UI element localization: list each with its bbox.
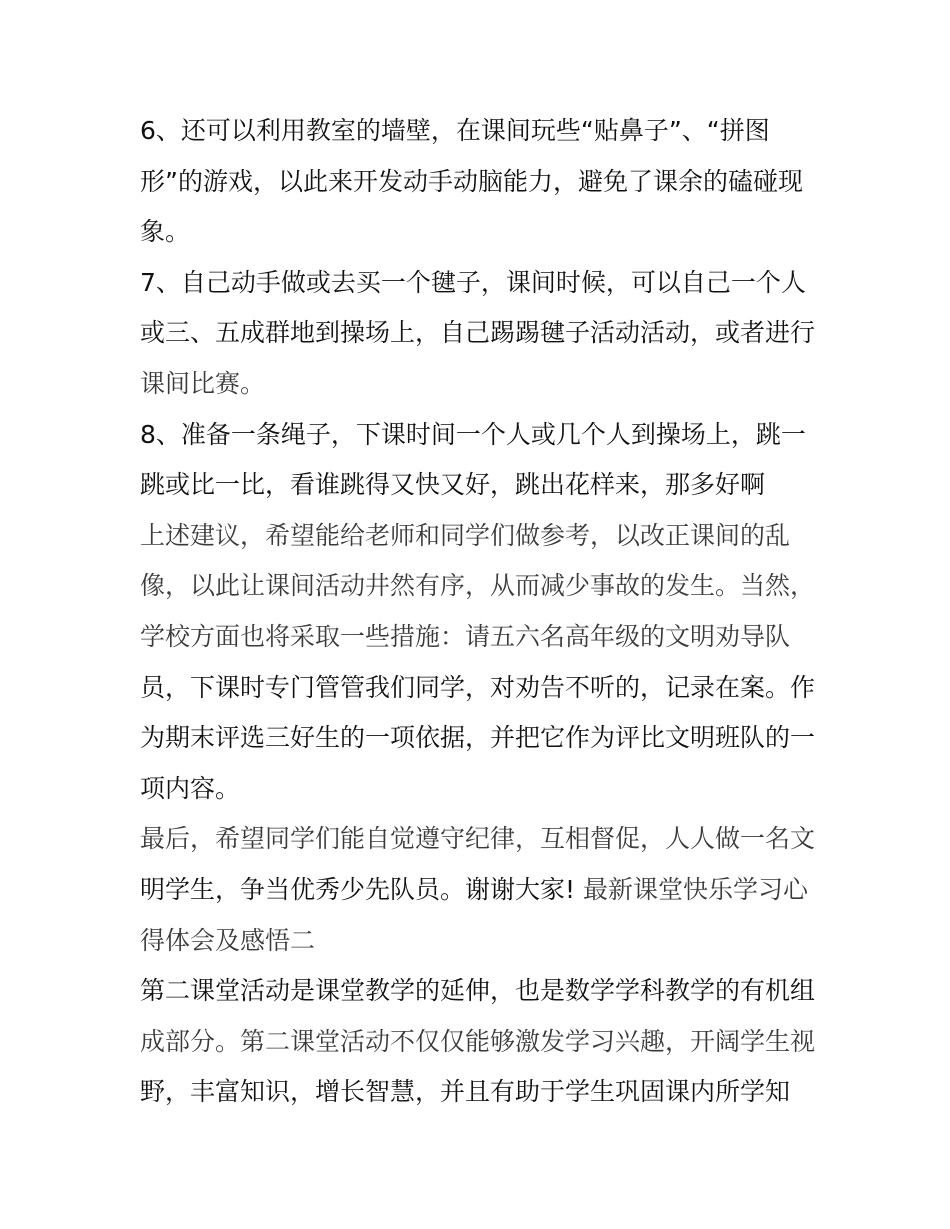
- text-line: 得体会及感悟二: [140, 925, 316, 955]
- text-line: 上述建议，希望能给老师和同学们做参考，以改正课间的乱: [140, 520, 791, 550]
- text-line: 象。: [140, 217, 191, 247]
- text-segment: 最新课堂快乐学习心: [575, 874, 808, 904]
- text-line: 或三、五成群地到操场上，自己踢踢毽子活动活动，或者进行: [140, 318, 816, 348]
- text-line: 6、还可以利用教室的墙壁，在课间玩些“贴鼻子”、“拼图: [140, 116, 770, 145]
- text-segment: 明学生，争当优秀少先队员。谢谢大家!: [140, 874, 576, 904]
- text-line: 课间比赛。: [140, 368, 266, 398]
- text-line: 8、准备一条绳子，下课时间一个人或几个人到操场上，跳一: [140, 419, 806, 449]
- text-line: 项内容。: [140, 773, 241, 803]
- text-line: 第二课堂活动是课堂教学的延伸，也是数学学科教学的有机组: [140, 976, 816, 1006]
- text-line: 最后，希望同学们能自觉遵守纪律，互相督促，人人做一名文: [140, 824, 816, 854]
- text-line: 为期末评选三好生的一项依据，并把它作为评比文明班队的一: [140, 723, 816, 753]
- text-line: [140, 865, 830, 916]
- text-line: 7、自己动手做或去买一个毽子，课间时候，可以自己一个人: [140, 267, 806, 297]
- text-line: 跳或比一比，看谁跳得又快又好，跳出花样来，那多好啊: [140, 470, 766, 500]
- text-line: 形”的游戏，以此来开发动手动脑能力，避免了课余的磕碰现: [140, 166, 803, 196]
- text-line: 像，以此让课间活动井然有序，从而减少事故的发生。当然，: [140, 571, 816, 601]
- text-line: 员，下课时专门管管我们同学，对劝告不听的，记录在案。作: [140, 672, 816, 702]
- text-line: 成部分。第二课堂活动不仅仅能够激发学习兴趣，开阔学生视: [140, 1026, 816, 1056]
- text-line: 学校方面也将采取一些措施：请五六名高年级的文明劝导队: [140, 621, 791, 651]
- document-body: [140, 106, 830, 1118]
- text-line: 野，丰富知识，增长智慧，并且有助于学生巩固课内所学知: [140, 1077, 791, 1107]
